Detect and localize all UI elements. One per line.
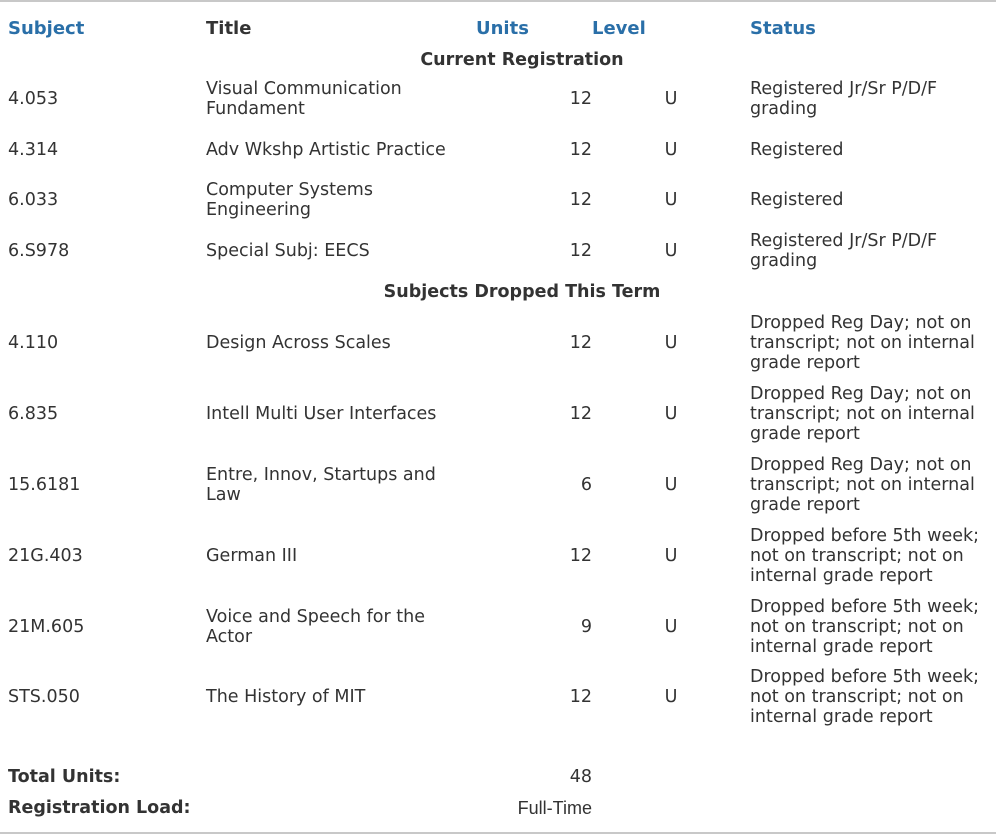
section-header-dropped <box>8 276 992 308</box>
title-cell: Design Across Scales <box>206 333 391 354</box>
total-units-label: Total Units: <box>8 767 121 787</box>
header-status: Status <box>750 17 816 39</box>
level-cell: U <box>664 240 678 261</box>
section-title-dropped: Subjects Dropped This Term <box>383 282 661 302</box>
table-row <box>8 450 992 521</box>
status-cell: Dropped before 5th week; not on transcript; not on internal grade report <box>750 525 980 586</box>
header-title: Title <box>206 17 252 39</box>
table-row <box>8 125 992 176</box>
units-cell: 12 <box>569 139 592 160</box>
top-divider <box>0 0 996 2</box>
title-cell: Entre, Innov, Startups and Law <box>206 464 436 505</box>
section-title-current: Current Registration <box>420 50 624 70</box>
level-cell: U <box>664 474 678 495</box>
dropped-subjects-group <box>8 276 992 733</box>
table-row <box>8 379 992 450</box>
status-cell: Dropped Reg Day; not on transcript; not on internal grade report <box>750 384 975 445</box>
bottom-divider <box>0 832 996 834</box>
level-cell: U <box>664 404 678 425</box>
level-cell: U <box>664 139 678 160</box>
subject-cell: 6.S978 <box>8 240 70 261</box>
total-units-line <box>8 762 992 793</box>
level-cell: U <box>664 545 678 566</box>
title-cell: Computer Systems Engineering <box>206 180 373 221</box>
registration-load-line <box>8 793 992 824</box>
table-row <box>8 520 992 591</box>
title-cell: Voice and Speech for the Actor <box>206 606 425 647</box>
status-cell: Registered Jr/Sr P/D/F grading <box>750 230 938 271</box>
table-row <box>8 662 992 733</box>
title-cell: Adv Wkshp Artistic Practice <box>206 139 446 160</box>
title-cell: Visual Communication Fundament <box>206 79 402 120</box>
units-cell: 12 <box>569 89 592 110</box>
header-level: Level <box>592 17 646 39</box>
units-cell: 12 <box>569 333 592 354</box>
current-registration-group <box>8 46 992 276</box>
units-cell: 12 <box>569 190 592 211</box>
subject-cell: 15.6181 <box>8 474 81 495</box>
table-row <box>8 591 992 662</box>
total-units-value: 48 <box>569 767 592 787</box>
title-cell: Special Subj: EECS <box>206 240 370 261</box>
table-row <box>8 175 992 226</box>
subject-cell: 21G.403 <box>8 545 83 566</box>
subject-cell: 4.053 <box>8 89 59 110</box>
status-cell: Dropped Reg Day; not on transcript; not on internal grade report <box>750 454 975 515</box>
level-cell: U <box>664 616 678 637</box>
section-header-current <box>8 46 992 74</box>
status-cell: Registered <box>750 190 844 211</box>
registration-table <box>8 10 992 733</box>
totals-block <box>8 762 992 824</box>
units-cell: 6 <box>580 474 592 495</box>
level-cell: U <box>664 333 678 354</box>
units-cell: 12 <box>569 687 592 708</box>
table-row <box>8 308 992 379</box>
level-cell: U <box>664 687 678 708</box>
subject-cell: 4.110 <box>8 333 59 354</box>
units-cell: 12 <box>569 404 592 425</box>
title-cell: Intell Multi User Interfaces <box>206 404 437 425</box>
status-cell: Dropped before 5th week; not on transcript; not on internal grade report <box>750 596 980 657</box>
status-cell: Registered <box>750 139 844 160</box>
subject-cell: 6.033 <box>8 190 59 211</box>
registration-load-label: Registration Load: <box>8 798 191 818</box>
registration-load-value: Full-Time <box>517 798 592 818</box>
title-cell: German III <box>206 545 298 566</box>
subject-cell: 21M.605 <box>8 616 85 637</box>
level-cell: U <box>664 89 678 110</box>
units-cell: 12 <box>569 545 592 566</box>
subject-cell: 4.314 <box>8 139 59 160</box>
units-cell: 12 <box>569 240 592 261</box>
header-subject: Subject <box>8 17 85 39</box>
table-row <box>8 226 992 277</box>
level-cell: U <box>664 190 678 211</box>
header-units: Units <box>476 17 529 39</box>
status-cell: Registered Jr/Sr P/D/F grading <box>750 79 938 120</box>
table-header-row <box>8 10 992 46</box>
title-cell: The History of MIT <box>206 687 366 708</box>
status-cell: Dropped Reg Day; not on transcript; not on internal grade report <box>750 313 975 374</box>
units-cell: 9 <box>580 616 592 637</box>
status-cell: Dropped before 5th week; not on transcript; not on internal grade report <box>750 667 980 728</box>
subject-cell: STS.050 <box>8 687 80 708</box>
table-row <box>8 74 992 125</box>
subject-cell: 6.835 <box>8 404 59 425</box>
